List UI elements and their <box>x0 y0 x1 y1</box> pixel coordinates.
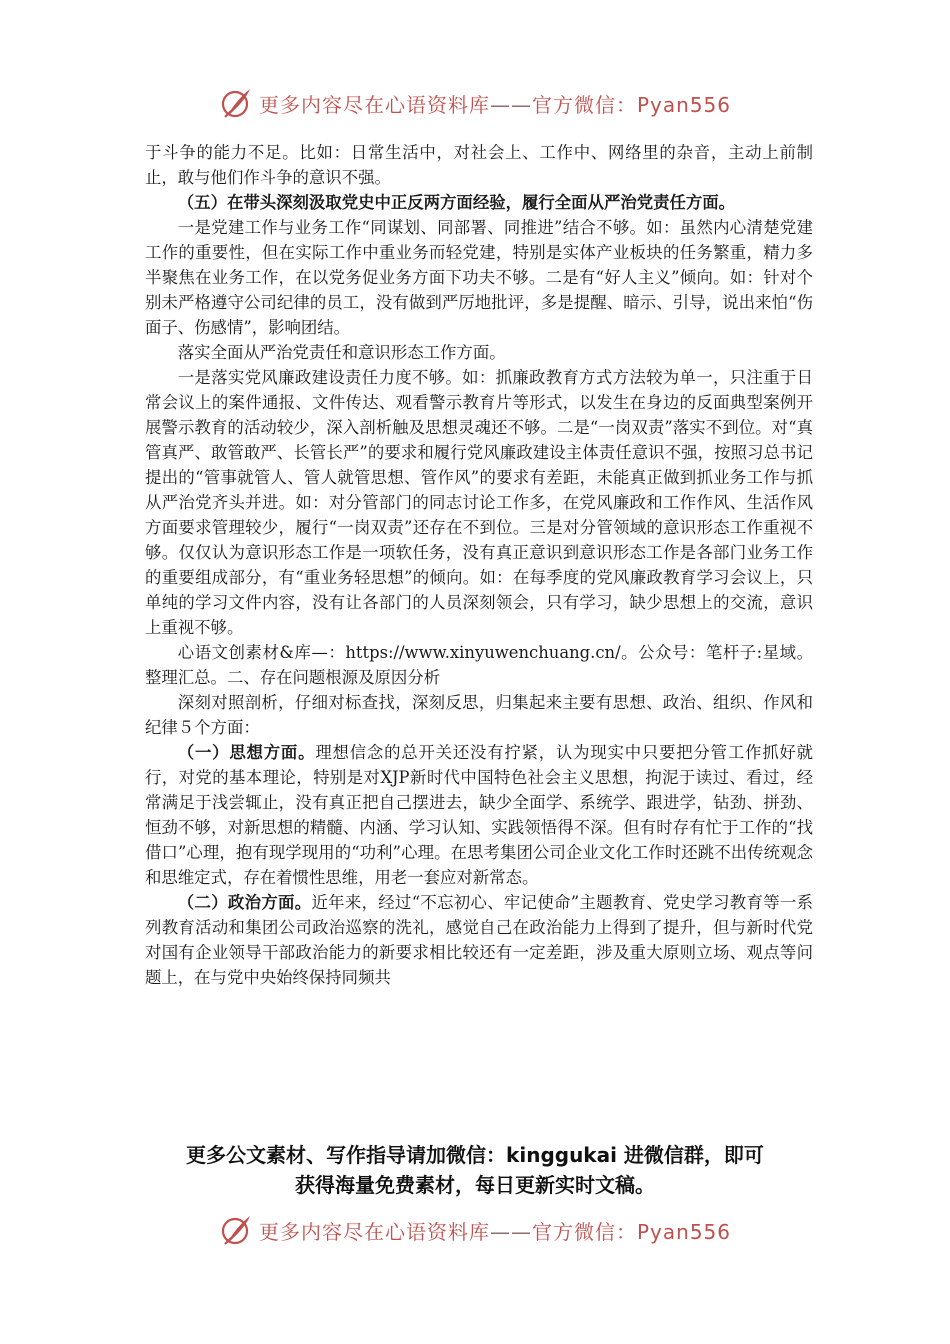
brand-name: 更多内容尽在心语资料库 <box>258 1219 490 1244</box>
paragraph-text: 理想信念的总开关还没有拧紧，认为现实中只要把分管工作抓好就行，对党的基本理论，特别是对XJP新时代中国特色社会主义思想，拘泥于读过、看过，经常满足于浅尝辄止，没有真正把自己摆进去，缺少全面学、系统学、跟进学，钻劲、拼劲、恒劲不够，对新思想的精髓、内涵、学习认知、实践领悟得不深。但有时存有忙于工作的“找借口”心理，抱有现学现用的“功利”心理。在思考集团公司企业文化工作时还跳不出传统观念和思维定式，存在着惯性思维，用老一套应对新常态。 <box>145 743 814 887</box>
wechat-label: 官方微信： <box>531 1219 637 1244</box>
header-banner <box>0 83 950 123</box>
quill-logo-icon <box>219 86 253 120</box>
footer-banner <box>0 1210 950 1250</box>
wechat-id: Pyan556 <box>636 92 731 117</box>
wechat-label: 官方微信： <box>531 92 637 117</box>
paragraph <box>145 740 813 890</box>
paragraph: 一是党建工作与业务工作“同谋划、同部署、同推进”结合不够。如：虽然内心清楚党建工作的重要性，但在实际工作中重业务而轻党建，特别是实体产业板块的任务繁重，精力多半聚焦在业务工作，在以党务促业务方面下功夫不够。二是有“好人主义”倾向。如：针对个别未严格遵守公司纪律的员工，没有做到严厉地批评，多是提醒、暗示、引导，说出来怕“伤面子、伤感情”，影响团结。 <box>145 218 813 337</box>
brand-separator: —— <box>489 1219 532 1244</box>
source-note-paragraph: 心语文创素材&库—：https://www.xinyuwenchuang.cn/。公众号：笔杆子:星域。整理汇总。二、存在问题根源及原因分析 <box>145 643 813 687</box>
paragraph <box>145 890 813 990</box>
paragraph: 一是落实党风廉政建设责任力度不够。如：抓廉政教育方式方法较为单一，只注重于日常会议上的案件通报、文件传达、观看警示教育片等形式，以发生在身边的反面典型案例开展警示教育的活动较少，深入剖析触及思想灵魂还不够。二是“一岗双责”落实不到位。对“真管真严、敢管敢严、长管长严”的要求和履行党风廉政建设主体责任意识不强，按照习总书记提出的“管事就管人、管人就管思想、管作风”的要求有差距，未能真正做到抓业务工作与抓从严治党齐头并进。如：对分管部门的同志讨论工作多，在党风廉政和工作作风、生活作风方面要求管理较少，履行“一岗双责”还存在不到位。三是对分管领域的意识形态工作重视不够。仅仅认为意识形态工作是一项软任务，没有真正意识到意识形态工作是各部门业务工作的重要组成部分，有“重业务轻思想”的倾向。如：在每季度的党风廉政教育学习会议上，只单纯的学习文件内容，没有让各部门的人员深刻领会，只有学习，缺少思想上的交流，意识上重视不够。 <box>145 368 813 637</box>
brand-name: 更多内容尽在心语资料库 <box>258 92 490 117</box>
promo-note <box>0 1140 950 1200</box>
promo-line-2: 获得海量免费素材，每日更新实时文稿。 <box>295 1173 655 1197</box>
quill-logo-icon <box>219 1213 253 1247</box>
document-body <box>145 140 813 990</box>
promo-line-1: 更多公文素材、写作指导请加微信：kinggukai 进微信群，即可 <box>186 1143 764 1167</box>
header-text <box>259 89 731 118</box>
paragraph: 落实全面从严治党责任和意识形态工作方面。 <box>177 343 506 362</box>
footer-banner-text <box>259 1216 731 1245</box>
section-heading: （五）在带头深刻汲取党史中正反两方面经验，履行全面从严治党责任方面。 <box>177 193 736 212</box>
paragraph-heading: （一）思想方面。 <box>177 743 316 762</box>
paragraph: 深刻对照剖析，仔细对标查找，深刻反思，归集起来主要有思想、政治、组织、作风和纪律５个方面： <box>145 693 813 737</box>
paragraph-text: 近年来，经过“不忘初心、牢记使命”主题教育、党史学习教育等一系列教育活动和集团公司政治巡察的洗礼，感觉自己在政治能力上得到了提升，但与新时代党对国有企业领导干部政治能力的新要求相比较还有一定差距，涉及重大原则立场、观点等问题上，在与党中央始终保持同频共 <box>145 893 813 987</box>
paragraph: 于斗争的能力不足。比如：日常生活中，对社会上、工作中、网络里的杂音，主动上前制止，敢与他们作斗争的意识不强。 <box>145 143 813 187</box>
brand-separator: —— <box>489 92 532 117</box>
paragraph-heading: （二）政治方面。 <box>177 893 312 912</box>
wechat-id: Pyan556 <box>636 1219 731 1244</box>
